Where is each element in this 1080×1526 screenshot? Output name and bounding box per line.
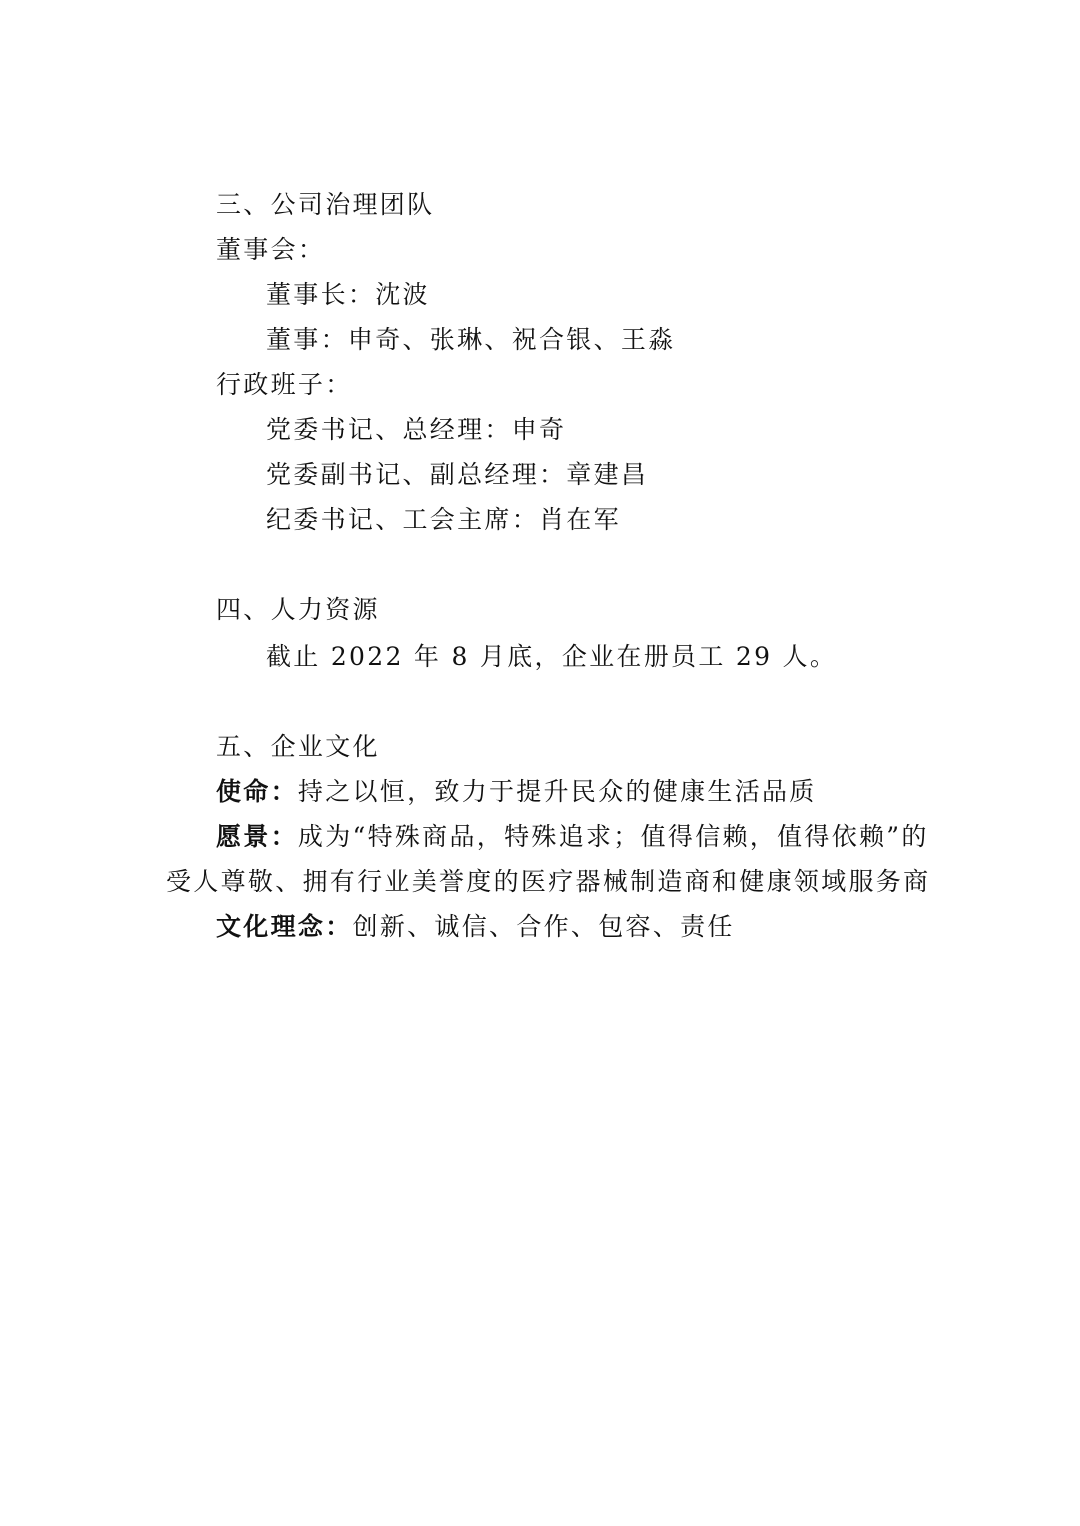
culture-text: 创新、诚信、合作、包容、责任: [352, 912, 735, 941]
executive-deputy: 党委副书记、副总经理：章建昌: [266, 460, 649, 489]
section3-heading: 三、公司治理团队: [216, 190, 435, 219]
vision-text-1: 成为“特殊商品，特殊追求；值得信赖，值得依赖”的: [297, 822, 929, 851]
vision-label: 愿景：: [216, 822, 298, 851]
hr-text: 截止 2022 年 8 月底，企业在册员工 29 人。: [266, 642, 838, 671]
vision-line-2: 受人尊敬、拥有行业美誉度的医疗器械制造商和健康领域服务商: [166, 867, 931, 896]
board-chairman: 董事长：沈波: [266, 280, 430, 309]
executive-secretary-gm: 党委书记、总经理：申奇: [266, 415, 567, 444]
board-directors: 董事：申奇、张琳、祝合银、王淼: [266, 325, 676, 354]
mission-text: 持之以恒，致力于提升民众的健康生活品质: [297, 777, 817, 806]
executive-discipline: 纪委书记、工会主席：肖在军: [266, 505, 621, 534]
executive-label: 行政班子：: [216, 370, 353, 399]
mission-line: [216, 776, 817, 808]
culture-line: [216, 911, 735, 943]
section4-heading: 四、人力资源: [216, 595, 380, 624]
mission-label: 使命：: [216, 777, 298, 806]
culture-label: 文化理念：: [216, 912, 353, 941]
section5-heading: 五、企业文化: [216, 732, 380, 761]
vision-line-1: [216, 821, 929, 853]
board-label: 董事会：: [216, 235, 326, 264]
